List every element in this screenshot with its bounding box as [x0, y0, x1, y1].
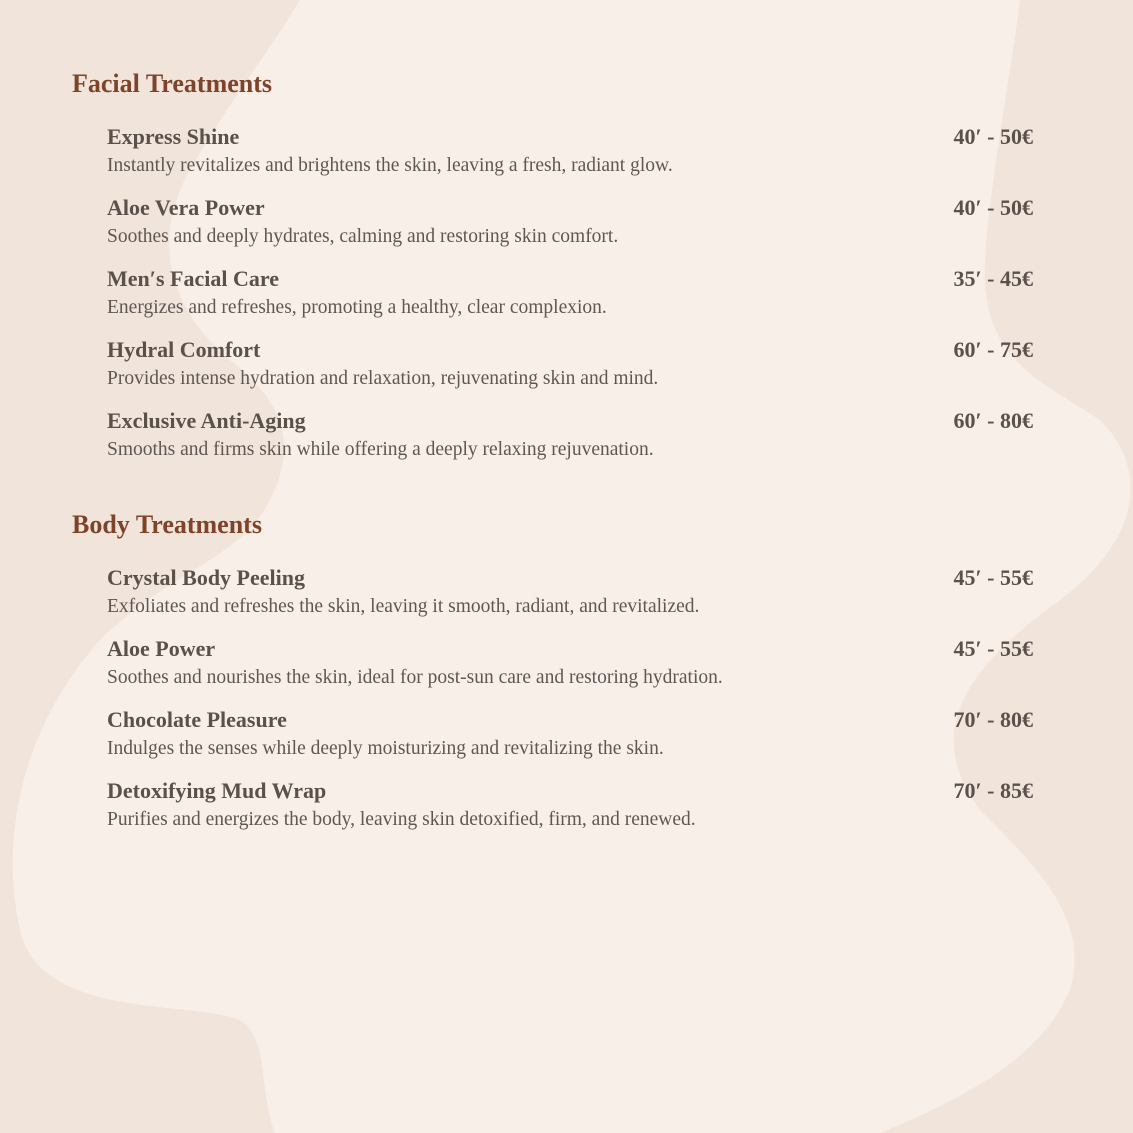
treatment-name: Crystal Body Peeling [107, 565, 305, 590]
treatment-name: Express Shine [107, 124, 240, 149]
treatment-name: Exclusive Anti-Aging [107, 408, 306, 433]
treatment-description: Provides intense hydration and relaxation, rejuvenating skin and mind. [107, 368, 659, 389]
treatment-item [107, 564, 1033, 624]
treatment-price: 35′ - 45€ [953, 266, 1033, 291]
treatment-description: Instantly revitalizes and brightens the skin, leaving a fresh, radiant glow. [107, 155, 673, 176]
section-title-body: Body Treatments [72, 510, 262, 539]
treatment-item [107, 706, 1033, 766]
treatment-item [107, 194, 1033, 254]
treatment-name: Detoxifying Mud Wrap [107, 778, 327, 803]
treatment-item [107, 336, 1033, 396]
treatment-price: 40′ - 50€ [953, 124, 1033, 149]
treatment-description: Smooths and firms skin while offering a deeply relaxing rejuvenation. [107, 439, 654, 460]
treatment-price: 45′ - 55€ [953, 565, 1033, 590]
treatment-description: Exfoliates and refreshes the skin, leaving it smooth, radiant, and revitalized. [107, 596, 700, 617]
treatment-name: Men′s Facial Care [107, 266, 279, 291]
treatment-name: Chocolate Pleasure [107, 707, 287, 732]
treatment-name: Aloe Power [107, 636, 216, 661]
treatment-price: 70′ - 80€ [953, 707, 1033, 732]
treatment-price: 40′ - 50€ [953, 195, 1033, 220]
treatment-item [107, 407, 1033, 467]
treatment-description: Energizes and refreshes, promoting a healthy, clear complexion. [107, 297, 607, 318]
treatment-description: Soothes and deeply hydrates, calming and restoring skin comfort. [107, 226, 619, 247]
treatment-item [107, 265, 1033, 325]
treatment-price: 45′ - 55€ [953, 636, 1033, 661]
treatment-name: Hydral Comfort [107, 337, 261, 362]
treatment-price: 60′ - 75€ [953, 337, 1033, 362]
treatment-description: Soothes and nourishes the skin, ideal for post-sun care and restoring hydration. [107, 667, 723, 688]
treatment-price: 70′ - 85€ [953, 778, 1033, 803]
treatment-description: Purifies and energizes the body, leaving skin detoxified, firm, and renewed. [107, 809, 696, 830]
treatment-item [107, 777, 1033, 837]
treatment-price: 60′ - 80€ [953, 408, 1033, 433]
treatment-name: Aloe Vera Power [107, 195, 265, 220]
treatment-item [107, 123, 1033, 183]
section-title-facial: Facial Treatments [72, 69, 273, 98]
treatment-item [107, 635, 1033, 695]
treatment-description: Indulges the senses while deeply moisturizing and revitalizing the skin. [107, 738, 664, 759]
